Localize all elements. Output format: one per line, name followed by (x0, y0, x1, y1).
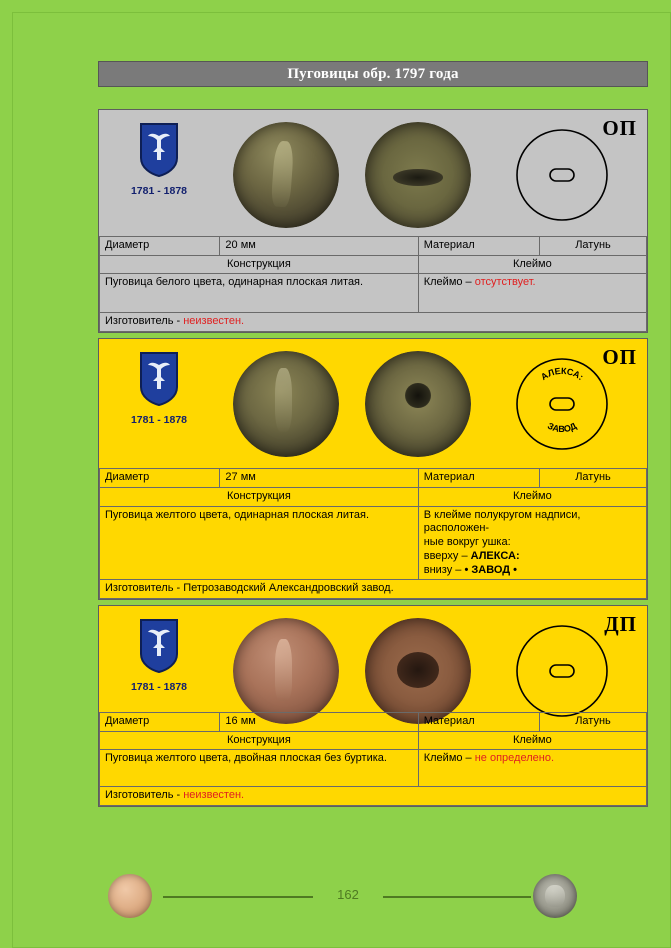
table-row (100, 731, 647, 750)
card-3-spec-table (99, 712, 647, 806)
button-entry-card-2 (98, 338, 648, 600)
table-row (100, 712, 647, 731)
card-2-button-front-photo (233, 351, 339, 457)
card-2-stamp-diagram (509, 351, 615, 457)
card-3-button-front-photo (233, 618, 339, 724)
card-2-manufacturer (100, 580, 647, 599)
card-1-stamp-text-prefix: Клеймо – (423, 276, 475, 289)
table-row (100, 255, 647, 274)
table-row (100, 313, 647, 332)
card-1-type-mark: ОП (602, 116, 637, 140)
button-entry-card-1 (98, 109, 648, 333)
card-3-material-value: Латунь (539, 712, 646, 731)
card-3-stamp-text (418, 750, 646, 787)
card-3-button-back-photo (365, 618, 471, 724)
card-1-stamp-label: Клеймо (418, 255, 646, 274)
card-2-stamp-line-4-prefix: внизу – (423, 563, 465, 576)
table-row (100, 469, 647, 488)
card-3-stamp-diagram (509, 618, 615, 724)
card-2-image-row (99, 339, 647, 471)
card-2-material-label: Материал (418, 469, 539, 488)
card-2-manufacturer-prefix: Изготовитель - (105, 582, 184, 595)
footer-decoration-coin-right (533, 874, 577, 918)
card-2-material-value: Латунь (539, 469, 646, 488)
card-2-stamp-line-3-value: АЛЕКСА: (470, 549, 520, 562)
card-2-stamp-line-3 (424, 550, 641, 564)
table-row (100, 236, 647, 255)
card-2-stamp-line-4 (424, 564, 641, 578)
card-1-diameter-label: Диаметр (100, 236, 220, 255)
footer-decoration-coin-left (108, 874, 152, 918)
card-1-button-front-photo (233, 122, 339, 228)
card-2-type-mark: ОП (602, 345, 637, 369)
card-1-button-back-photo (365, 122, 471, 228)
footer-rule-left (163, 896, 313, 898)
card-1-construction-text: Пуговица белого цвета, одинарная плоская литая. (100, 274, 419, 313)
footer-rule-right (383, 896, 531, 898)
card-1-manufacturer-value: неизвестен. (183, 315, 245, 328)
card-3-material-label: Материал (418, 712, 539, 731)
card-3-construction-text: Пуговица желтого цвета, двойная плоская без буртика. (100, 750, 419, 787)
svg-text:АЛЕКСА:: АЛЕКСА: (539, 365, 586, 383)
card-2-diameter-value: 27 мм (220, 469, 418, 488)
card-2-stamp-line-3-prefix: вверху – (423, 549, 471, 562)
card-2-crest-block (99, 339, 219, 471)
card-1-construction-label: Конструкция (100, 255, 419, 274)
card-2-stamp-label: Клеймо (418, 487, 646, 506)
card-1-diameter-value: 20 мм (220, 236, 418, 255)
table-row (100, 580, 647, 599)
card-3-manufacturer-prefix: Изготовитель - (105, 789, 184, 802)
card-2-stamp-line-1: В клейме полукругом надписи, расположен- (423, 508, 581, 535)
card-2-stamp-line-4-value: • ЗАВОД • (464, 563, 518, 576)
card-1-material-label: Материал (418, 236, 539, 255)
card-1-material-value: Латунь (539, 236, 646, 255)
card-1-stamp-text-value: отсутствует. (474, 276, 536, 289)
svg-text:ЗАВОД: ЗАВОД (546, 420, 578, 435)
page-title: Пуговицы обр. 1797 года (98, 61, 648, 87)
card-3-stamp-text-prefix: Клеймо – (423, 752, 475, 765)
coat-of-arms-icon (139, 618, 179, 674)
button-entry-card-3 (98, 605, 648, 807)
card-2-crest-years: 1781 - 1878 (130, 414, 188, 426)
table-row (100, 787, 647, 806)
table-row (100, 274, 647, 313)
table-row (100, 750, 647, 787)
card-3-construction-label: Конструкция (100, 731, 419, 750)
card-2-manufacturer-value: Петрозаводский Александровский завод. (183, 582, 394, 595)
page-inner (12, 12, 671, 948)
table-row (100, 487, 647, 506)
card-3-stamp-label: Клеймо (418, 731, 646, 750)
card-2-stamp-text (418, 506, 646, 580)
card-3-diameter-label: Диаметр (100, 712, 220, 731)
table-row (100, 506, 647, 580)
card-3-crest-years: 1781 - 1878 (130, 681, 188, 693)
card-2-stamp-line-2: ные вокруг ушка: (423, 536, 511, 548)
card-1-crest-years: 1781 - 1878 (130, 185, 188, 197)
card-3-type-mark: ДП (604, 612, 637, 636)
card-2-diameter-label: Диаметр (100, 469, 220, 488)
coat-of-arms-icon (139, 351, 179, 407)
card-1-stamp-text (418, 274, 646, 313)
card-2-construction-label: Конструкция (100, 487, 419, 506)
card-3-stamp-text-value: не определено. (474, 752, 555, 765)
card-2-button-back-photo (365, 351, 471, 457)
coat-of-arms-icon (139, 122, 179, 178)
card-2-spec-table (99, 468, 647, 599)
page-footer (13, 868, 671, 938)
card-1-crest-block (99, 110, 219, 239)
card-1-stamp-diagram (509, 122, 615, 228)
card-1-spec-table (99, 236, 647, 332)
card-3-manufacturer (100, 787, 647, 806)
page-number: 162 (337, 887, 359, 902)
card-2-construction-text: Пуговица желтого цвета, одинарная плоская литая. (100, 506, 419, 580)
card-1-manufacturer (100, 313, 647, 332)
card-3-diameter-value: 16 мм (220, 712, 418, 731)
card-1-image-row (99, 110, 647, 239)
card-1-manufacturer-prefix: Изготовитель - (105, 315, 184, 328)
card-3-manufacturer-value: неизвестен. (183, 789, 245, 802)
